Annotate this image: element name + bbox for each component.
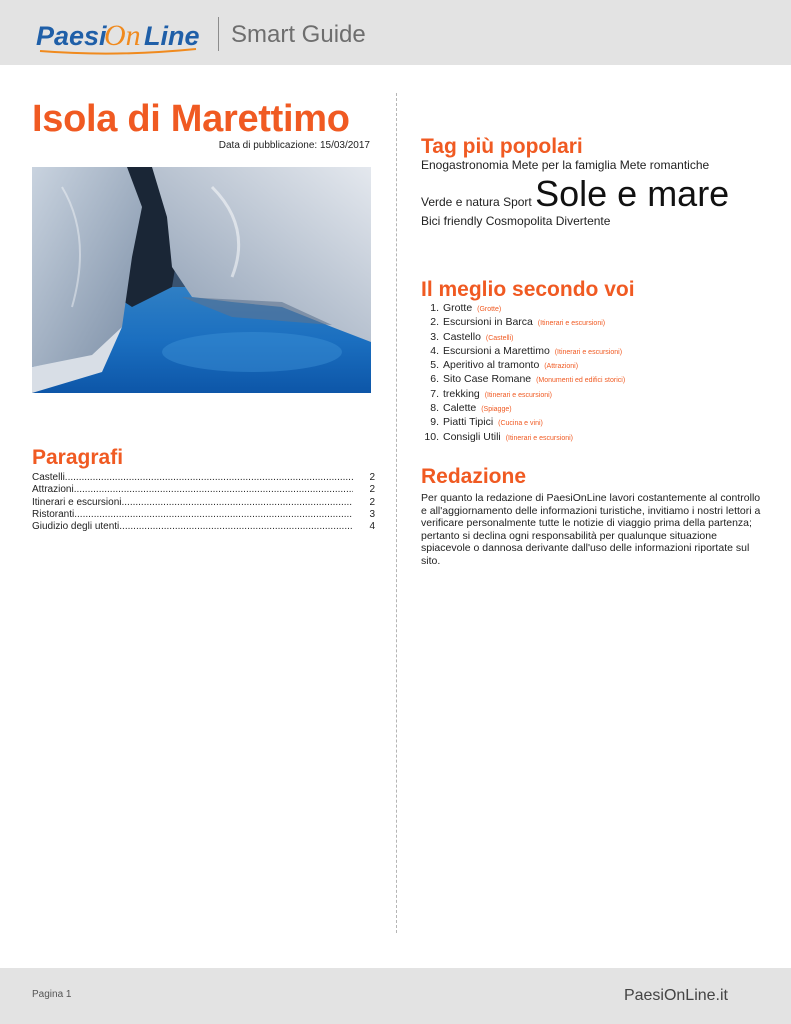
best-item-number: 3. [430,330,439,343]
page-header [0,0,791,65]
best-list-item[interactable] [421,331,771,345]
best-item-category: (Itinerari e escursioni) [537,320,606,328]
best-list-item[interactable] [421,373,771,387]
best-item-number: 4. [430,344,439,357]
paesionline-logo[interactable] [36,13,206,57]
header-title: Smart Guide [231,21,366,48]
best-item-number: 7. [430,387,439,400]
best-item-number: 9. [430,416,439,429]
page-number: Pagina 1 [32,989,72,1000]
tag-link[interactable]: Divertente [555,214,611,228]
toc-page-number: 3 [369,508,375,520]
svg-text:Line: Line [144,21,200,51]
best-list-item[interactable] [421,402,771,416]
tag-line-2 [421,173,771,214]
best-item-category: (Monumenti ed edifici storici) [536,377,626,385]
toc-row[interactable] [32,497,375,509]
redazione-text: Per quanto la redazione di PaesiOnLine lavori costantemente al controllo e all'aggiornamento delle informazioni turistiche, invitiamo i nostri lettori a verificare personalmente tutte le notizie di viaggio prima della partenza; pertanto si declina ogni responsabilità per qualunque situazione spiacevole o dannosa derivante dall'uso delle informazioni riportate sul sito. [421,492,761,567]
best-list-item[interactable] [421,316,771,330]
best-title: Il meglio secondo voi [421,278,635,301]
tag-link[interactable]: Mete per la famiglia [511,158,617,172]
publication-date: Data di pubblicazione: 15/03/2017 [218,140,370,151]
best-item-category: (Itinerari e escursioni) [554,348,623,356]
toc-row[interactable] [32,484,375,496]
svg-text:Paesi: Paesi [36,21,107,51]
best-list-item[interactable] [421,431,771,445]
paragrafi-title: Paragrafi [32,446,124,469]
toc-label: Itinerari e escursioni [32,496,122,508]
toc-label: Attrazioni [32,484,74,496]
toc-label: Giudizio degli utenti [32,521,120,533]
best-list-item[interactable] [421,416,771,430]
best-item-name: Aperitivo al tramonto [443,359,540,372]
best-list-item[interactable] [421,302,771,316]
best-item-name: Sito Case Romane [443,373,532,386]
best-item-name: Grotte [443,302,473,314]
best-item-name: Consigli Utili [443,430,501,443]
best-item-category: (Spiagge) [481,406,512,414]
best-item-name: Escursioni in Barca [443,316,533,329]
best-item-name: Escursioni a Marettimo [443,344,550,357]
best-item-number: 8. [430,402,439,415]
tag-link[interactable]: Verde e natura [421,195,500,209]
best-item-number: 1. [430,302,439,314]
best-item-name: Castello [443,330,481,343]
page-footer [0,968,791,1024]
best-item-category: (Itinerari e escursioni) [484,391,552,399]
toc-row[interactable] [32,472,375,484]
toc-leader-dots [74,509,353,521]
best-list [421,302,771,445]
toc-leader-dots [119,521,353,533]
tags-title: Tag più popolari [421,135,583,158]
toc-leader-dots [121,497,353,509]
toc-label: Castelli [32,472,65,483]
tag-link[interactable]: Bici friendly [421,214,483,228]
best-item-number: 10. [424,430,439,443]
toc-page-number: 2 [369,472,375,483]
toc-page-number: 2 [369,496,375,508]
tag-link[interactable]: Sport [503,195,532,209]
best-item-category: (Attrazioni) [544,363,579,371]
best-list-item[interactable] [421,345,771,359]
footer-site-link[interactable]: PaesiOnLine.it [623,987,728,1004]
best-item-name: trekking [443,387,480,400]
column-divider [396,93,397,933]
best-list-item[interactable] [421,359,771,373]
best-item-category: (Cucina e vini) [498,420,543,428]
page-title: Isola di Marettimo [32,98,350,140]
toc-row[interactable] [32,521,375,533]
redazione-title: Redazione [421,465,527,488]
tag-line-3 [421,214,771,228]
best-item-number: 2. [430,316,439,329]
best-item-category: (Grotte) [477,306,502,313]
tag-line-1 [421,158,771,172]
toc-leader-dots [65,472,353,484]
tag-cloud [421,158,771,228]
best-item-number: 6. [430,373,439,386]
best-item-category: (Itinerari e escursioni) [505,434,573,442]
table-of-contents [32,472,375,533]
hero-image-sea-cave [32,167,371,393]
toc-page-number: 2 [369,484,375,496]
best-item-category: (Castelli) [485,334,514,342]
tag-link[interactable]: Mete romantiche [619,158,710,172]
toc-label: Ristoranti [32,508,75,520]
svg-text:On: On [104,19,141,52]
header-divider [218,17,219,51]
toc-leader-dots [74,484,353,496]
tag-link[interactable]: Cosmopolita [485,214,553,228]
best-item-name: Calette [443,402,477,415]
best-list-item[interactable] [421,388,771,402]
toc-page-number: 4 [369,521,375,533]
best-item-name: Piatti Tipici [443,416,494,429]
tag-link-featured[interactable]: Sole e mare [535,173,730,214]
tag-link[interactable]: Enogastronomia [421,158,509,172]
toc-row[interactable] [32,509,375,521]
best-item-number: 5. [430,359,439,372]
